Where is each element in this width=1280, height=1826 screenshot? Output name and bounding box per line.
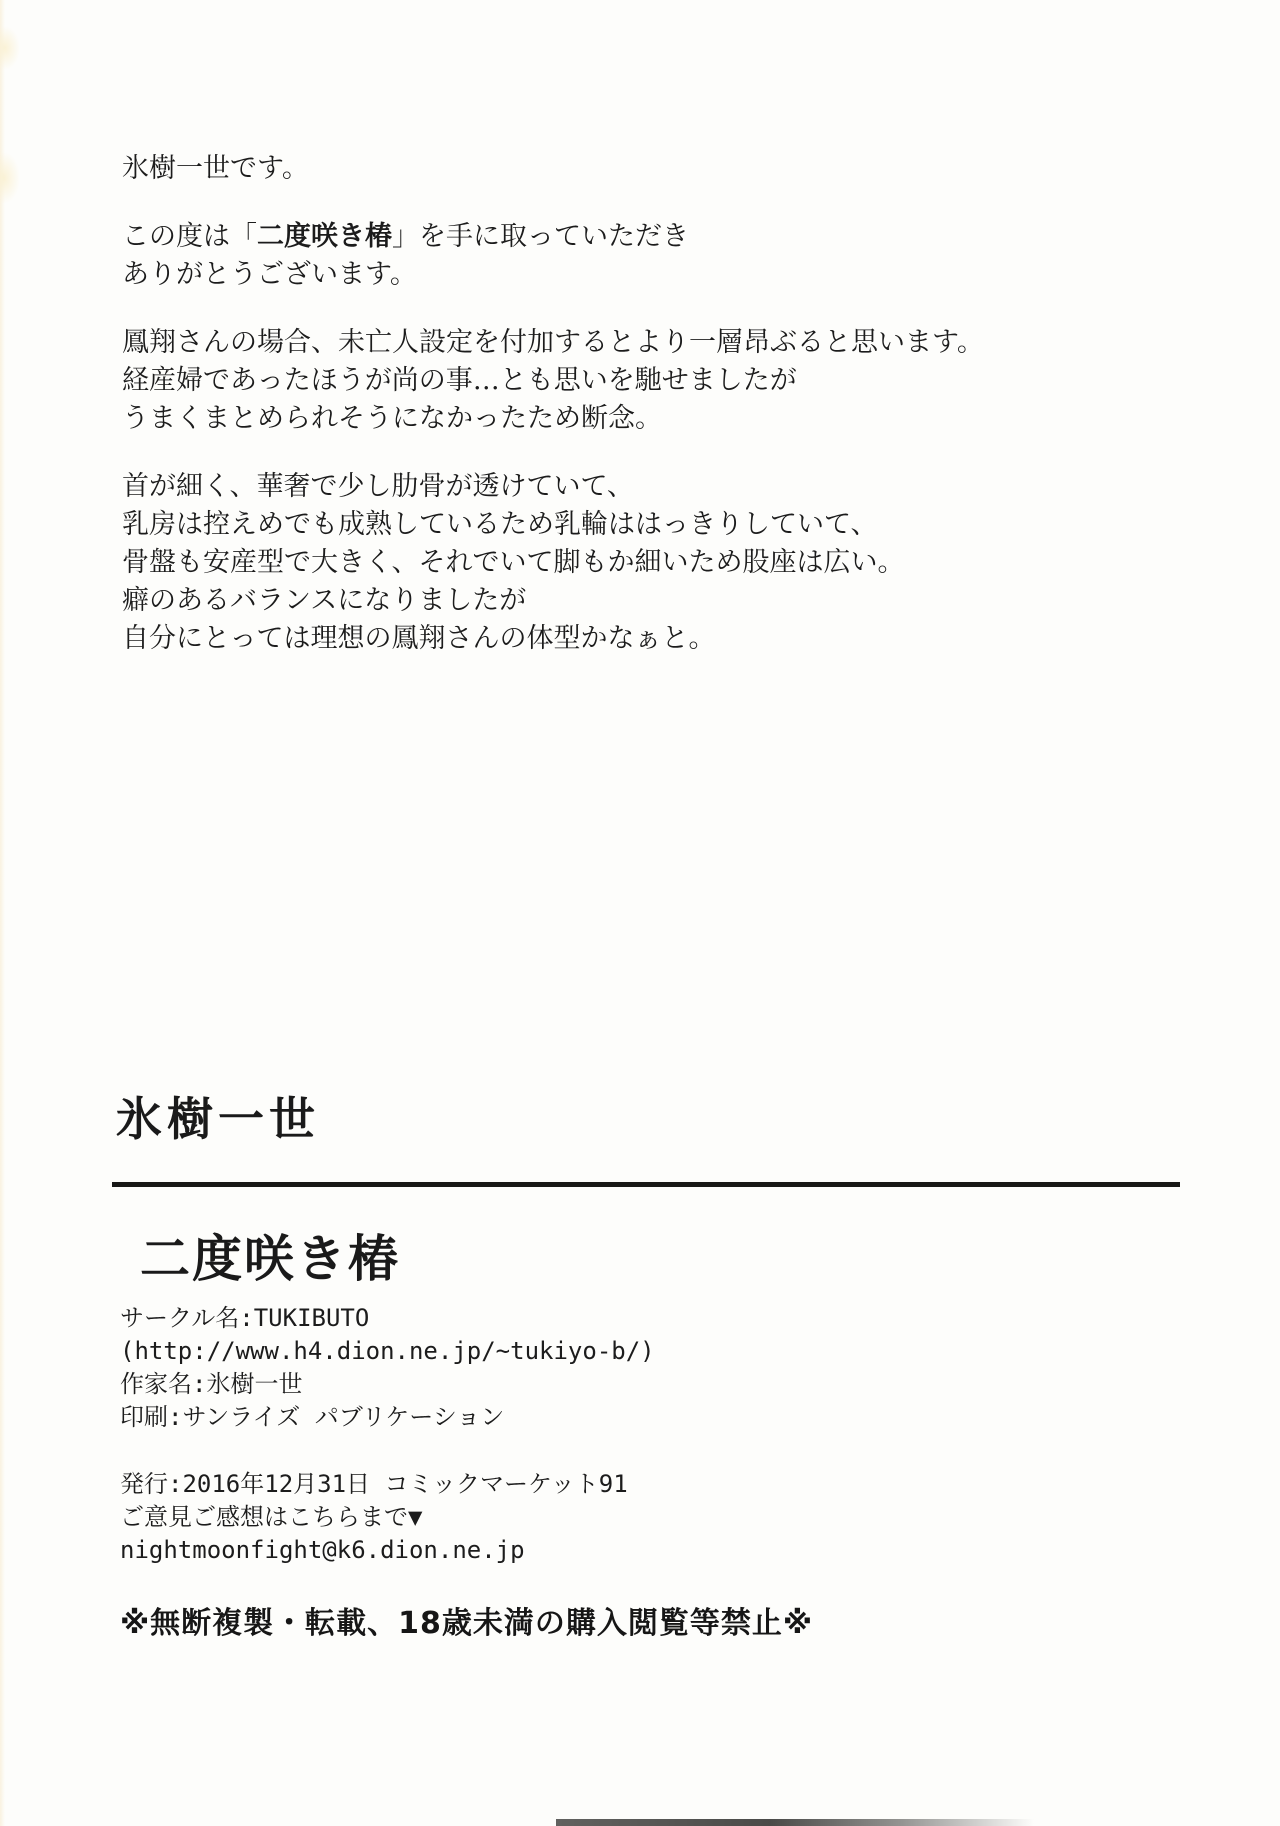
- scan-artifact-bottom-edge: [556, 1819, 1034, 1826]
- afterword-line-part: 」を手に取っていただき: [392, 221, 689, 252]
- afterword-paragraph-body-design: [122, 468, 984, 658]
- afterword-line: 乳房は控えめでも成熟しているため乳輪ははっきりしていて、: [122, 509, 878, 540]
- scan-artifact-smudge: [0, 26, 20, 70]
- colophon-artist-name: 作家名:氷樹一世: [120, 1370, 303, 1398]
- afterword-paragraph-thanks: [122, 218, 984, 294]
- colophon-printer: 印刷:サンライズ パブリケーション: [120, 1403, 505, 1431]
- scan-artifact-smudge: [0, 152, 20, 204]
- afterword-paragraph-concept: [122, 324, 984, 438]
- afterword-line: 骨盤も安産型で大きく、それでいて脚もか細いため股座は広い。: [122, 547, 905, 578]
- colophon-feedback-label: ご意見ご感想はこちらまで▼: [120, 1503, 423, 1531]
- colophon-url: (http://www.h4.dion.ne.jp/~tukiyo-b/): [120, 1337, 655, 1365]
- afterword-line: 癖のあるバランスになりましたが: [122, 585, 527, 616]
- colophon-circle-name: サークル名:TUKIBUTO: [120, 1304, 370, 1332]
- afterword-line: ありがとうございます。: [122, 259, 417, 290]
- book-title-mention: 二度咲き椿: [257, 221, 392, 252]
- book-title: 二度咲き椿: [140, 1230, 400, 1288]
- scan-artifact-left-edge: [0, 0, 5, 1826]
- colophon-publication-block: [120, 1468, 628, 1567]
- divider-line: [112, 1182, 1180, 1187]
- afterword-line: うまくまとめられそうになかったため断念。: [122, 403, 662, 434]
- colophon-email: nightmoonfight@k6.dion.ne.jp: [120, 1536, 525, 1564]
- afterword-line-part: この度は「: [122, 221, 257, 252]
- afterword-text-block: [122, 150, 984, 688]
- afterword-paragraph-greeting: [122, 150, 984, 188]
- afterword-line: 首が細く、華奢で少し肋骨が透けていて、: [122, 471, 634, 502]
- copyright-notice: ※無断複製・転載、18歳未満の購入閲覧等禁止※: [120, 1606, 814, 1641]
- afterword-line: [122, 218, 984, 256]
- colophon-circle-block: [120, 1302, 655, 1434]
- afterword-line: 経産婦であったほうが尚の事…とも思いを馳せましたが: [122, 365, 797, 396]
- afterword-line: 自分にとっては理想の鳳翔さんの体型かなぁと。: [122, 623, 716, 654]
- afterword-line: 鳳翔さんの場合、未亡人設定を付加するとより一層昂ぶると思います。: [122, 327, 984, 358]
- colophon-publish-date: 発行:2016年12月31日 コミックマーケット91: [120, 1470, 628, 1498]
- author-name-heading: 氷樹一世: [116, 1092, 320, 1146]
- afterword-line: 氷樹一世です。: [122, 153, 309, 184]
